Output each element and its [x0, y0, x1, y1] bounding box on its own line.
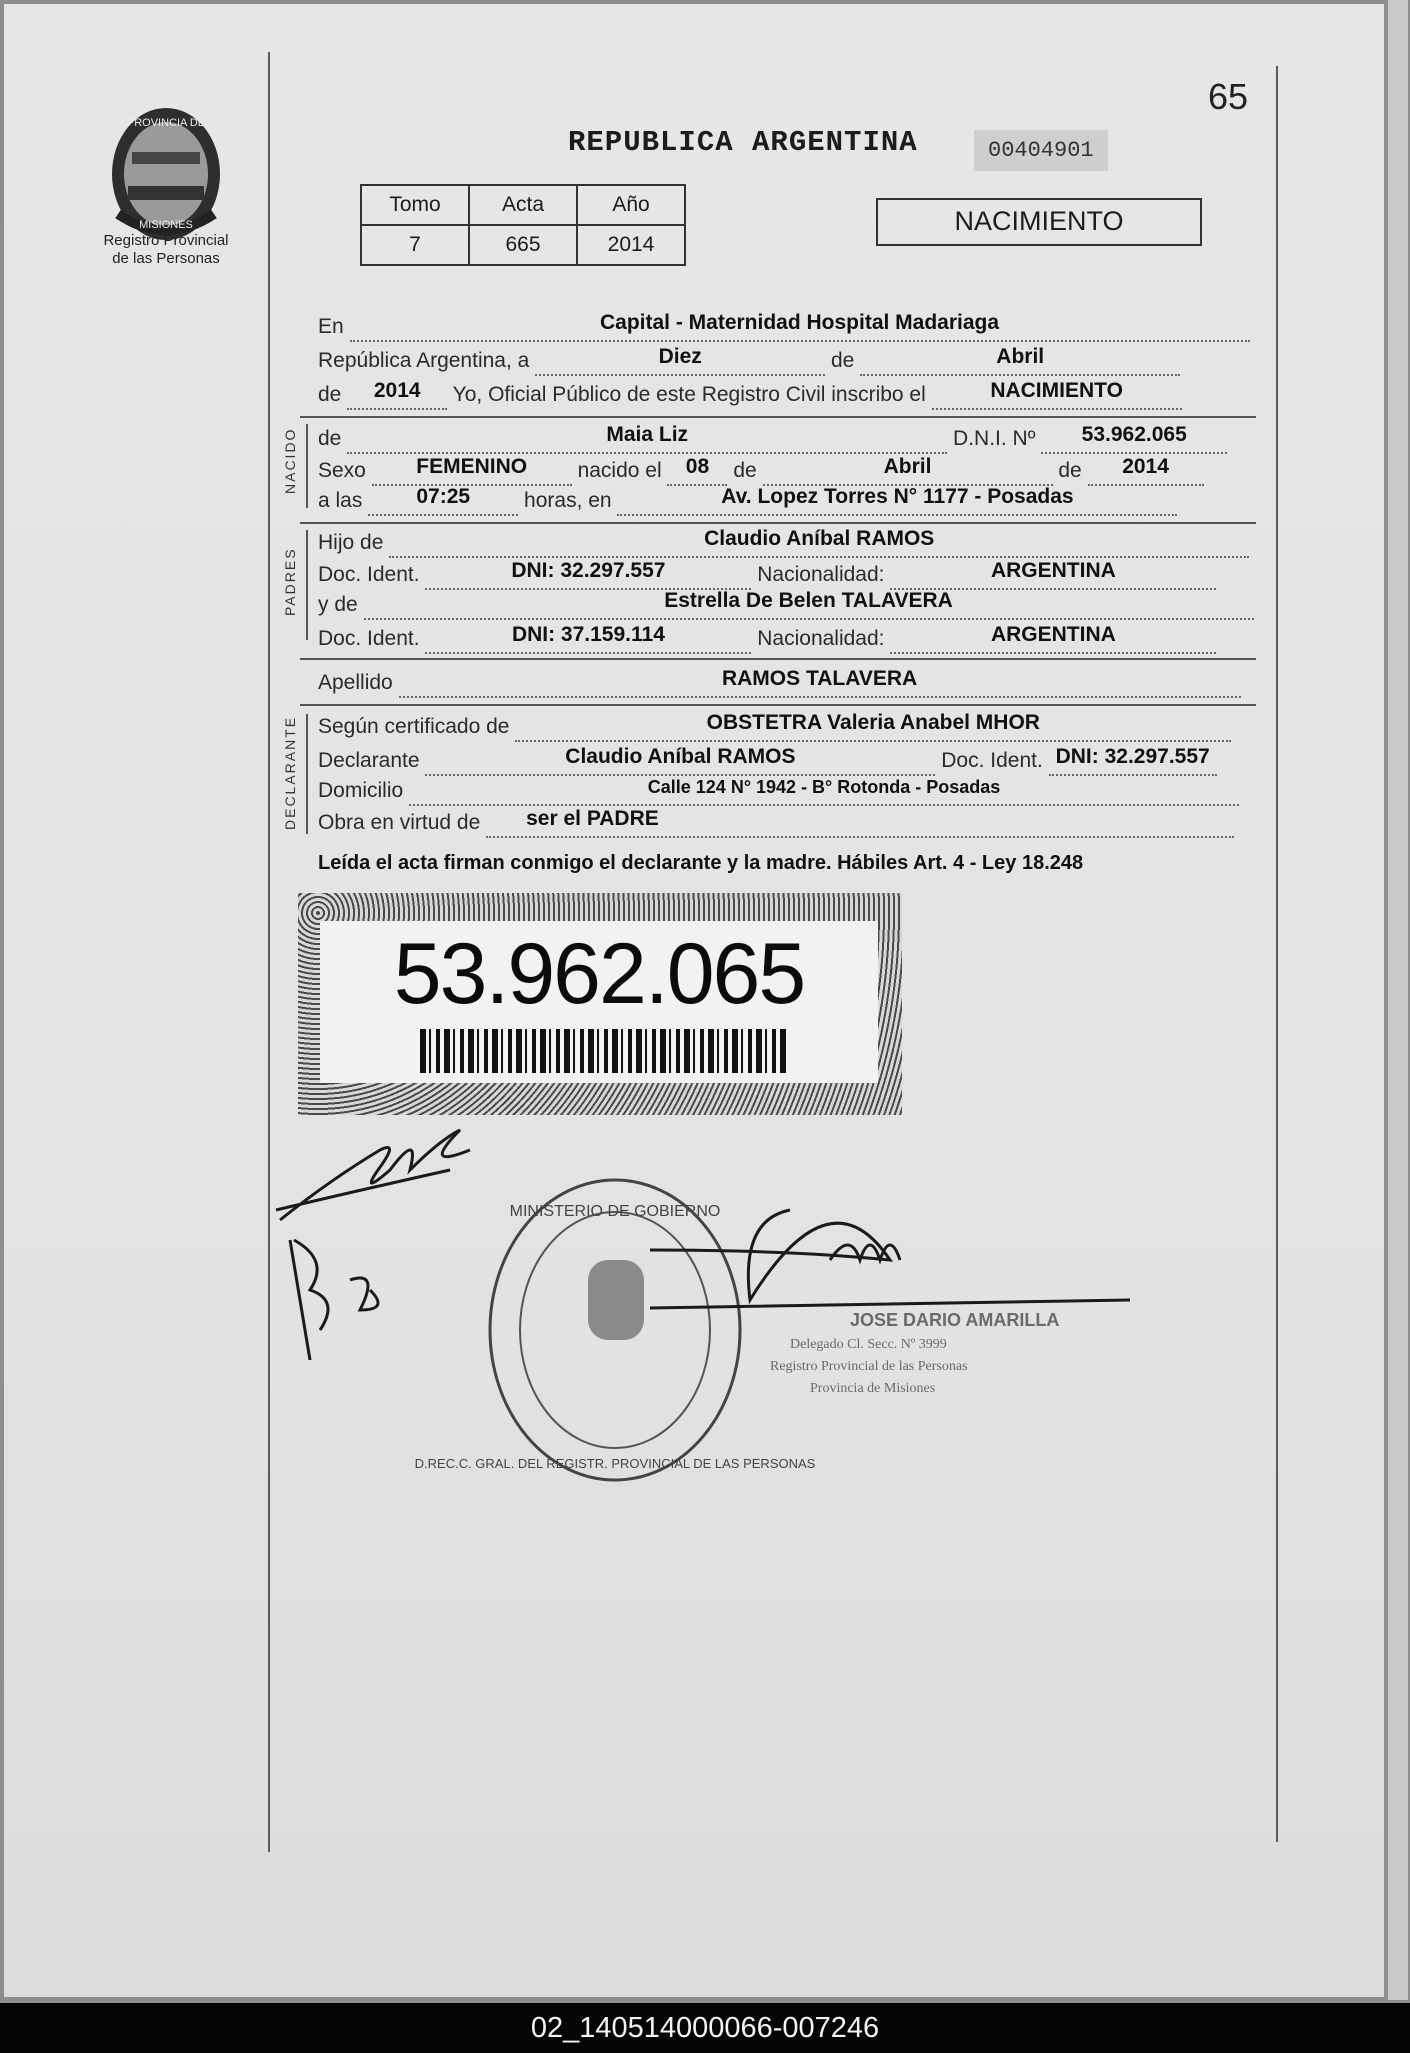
label-republica: República Argentina, a	[318, 349, 530, 372]
row-basis	[318, 808, 1254, 838]
logo-caption	[78, 232, 254, 268]
official-stamp	[415, 1180, 816, 1480]
label-de-month: de	[831, 349, 855, 372]
row-place	[318, 312, 1254, 342]
value-place: Capital - Maternidad Hospital Madariaga	[599, 311, 1000, 334]
value-father: Claudio Aníbal RAMOS	[704, 527, 935, 550]
signatures-and-stamp	[270, 1110, 1170, 1490]
section-bar-padres	[306, 530, 308, 640]
section-label-nacido: NACIDO	[282, 427, 298, 494]
label-doc-father: Doc. Ident.	[318, 563, 420, 586]
label-domicilio: Domicilio	[318, 779, 404, 802]
label-nacionalidad-mother: Nacionalidad:	[757, 627, 885, 650]
row-mother-doc	[318, 624, 1254, 654]
row-surname	[318, 668, 1254, 698]
value-address: Calle 124 N° 1942 - B° Rotonda - Posadas	[647, 777, 1001, 797]
register-value-acta: 665	[469, 225, 577, 265]
stamp-ring-text: D.REC.C. GRAL. DEL REGISTR. PROVINCIAL DE LAS PERSONAS	[414, 1456, 816, 1471]
divider-padres	[300, 658, 1256, 660]
row-name	[318, 424, 1254, 454]
value-mother-nationality: ARGENTINA	[990, 623, 1116, 646]
value-declarant-doc: DNI: 32.297.557	[1055, 745, 1210, 768]
label-a-las: a las	[318, 489, 363, 512]
section-label-padres: PADRES	[282, 547, 298, 616]
register-value-anio: 2014	[577, 225, 685, 265]
official-province: Provincia de Misiones	[810, 1381, 936, 1396]
label-doc-declarant: Doc. Ident.	[941, 749, 1043, 772]
register-header-acta: Acta	[469, 185, 577, 225]
page-edge	[1388, 0, 1408, 2000]
value-name: Maia Liz	[606, 423, 689, 446]
row-time	[318, 486, 1254, 516]
row-address	[318, 776, 1254, 806]
page-number: 65	[1208, 76, 1249, 117]
closing-statement: Leída el acta firman conmigo el declarante y la madre. Hábiles Art. 4 - Ley 18.248	[318, 852, 1084, 874]
register-table	[360, 184, 686, 266]
logo-seal-top: PROVINCIA DE	[126, 117, 206, 129]
value-year: 2014	[373, 379, 421, 402]
dni-sticker-number: 53.962.065	[393, 926, 805, 1022]
value-time: 07:25	[416, 485, 471, 508]
value-basis: ser el PADRE	[526, 807, 659, 830]
divider-apellido	[300, 704, 1256, 706]
dni-sticker	[298, 893, 902, 1115]
divider-intro	[300, 416, 1256, 418]
section-bar-nacido	[306, 424, 308, 508]
label-apellido: Apellido	[318, 671, 393, 694]
register-header-row	[361, 185, 685, 225]
value-act: NACIMIENTO	[990, 379, 1123, 402]
left-margin-line	[268, 52, 270, 1852]
register-value-tomo: 7	[361, 225, 469, 265]
label-sexo: Sexo	[318, 459, 366, 482]
serial-number: 00404901	[974, 130, 1108, 171]
row-mother	[318, 590, 1254, 620]
label-hijo-de: Hijo de	[318, 531, 384, 554]
logo-caption-line2: de las Personas	[112, 250, 220, 267]
logo-caption-line1: Registro Provincial	[103, 232, 229, 249]
register-header-anio: Año	[577, 185, 685, 225]
official-office: Registro Provincial de las Personas	[770, 1359, 968, 1374]
label-declarante: Declarante	[318, 749, 420, 772]
value-mother: Estrella De Belen TALAVERA	[664, 589, 953, 612]
row-year	[318, 380, 1254, 410]
row-father	[318, 528, 1254, 558]
label-doc-mother: Doc. Ident.	[318, 627, 420, 650]
row-date	[318, 346, 1254, 376]
value-month: Abril	[996, 345, 1045, 368]
value-day-text: Diez	[658, 345, 702, 368]
row-father-doc	[318, 560, 1254, 590]
label-en: En	[318, 315, 344, 338]
register-value-row	[361, 225, 685, 265]
official-title: Delegado Cl. Secc. Nº 3999	[790, 1337, 947, 1352]
value-birth-day: 08	[685, 455, 710, 478]
row-declarant	[318, 746, 1254, 776]
label-de-year: de	[318, 383, 342, 406]
value-birth-year: 2014	[1122, 455, 1169, 478]
label-de-birth-year: de	[1058, 459, 1082, 482]
stamp-inner-text: MINISTERIO DE GOBIERNO	[509, 1203, 721, 1220]
value-sex: FEMENINO	[416, 455, 528, 478]
signature-mother	[290, 1240, 378, 1360]
record-type-box: NACIMIENTO	[876, 198, 1202, 246]
label-y-de: y de	[318, 593, 358, 616]
scan-footer: 02_140514000066-007246	[0, 2003, 1410, 2053]
label-dni: D.N.I. Nº	[953, 427, 1036, 450]
signature-official	[650, 1210, 1130, 1308]
value-birth-place: Av. Lopez Torres N° 1177 - Posadas	[721, 485, 1074, 508]
label-segun: Según certificado de	[318, 715, 510, 738]
value-father-nationality: ARGENTINA	[990, 559, 1116, 582]
official-name: JOSE DARIO AMARILLA	[850, 1310, 1060, 1330]
right-margin-line	[1276, 66, 1278, 1842]
label-nacido-el: nacido el	[577, 459, 662, 482]
dni-sticker-inner	[320, 921, 878, 1083]
value-dni: 53.962.065	[1081, 423, 1187, 446]
row-sex	[318, 456, 1254, 486]
country-heading: REPUBLICA ARGENTINA	[568, 126, 918, 159]
divider-nacido	[300, 522, 1256, 524]
value-birth-month: Abril	[883, 455, 932, 478]
signature-declarant	[276, 1130, 470, 1220]
section-bar-declarante	[306, 714, 308, 834]
label-nacionalidad-father: Nacionalidad:	[757, 563, 885, 586]
value-father-doc: DNI: 32.297.557	[511, 559, 666, 582]
value-surname: RAMOS TALAVERA	[721, 667, 918, 690]
register-header-tomo: Tomo	[361, 185, 469, 225]
row-certificate	[318, 712, 1254, 742]
label-de-birth-month: de	[733, 459, 757, 482]
value-certificate: OBSTETRA Valeria Anabel MHOR	[706, 711, 1040, 734]
logo-seal-bottom: MISIONES	[139, 219, 193, 231]
label-horas-en: horas, en	[524, 489, 612, 512]
value-mother-doc: DNI: 37.159.114	[511, 623, 665, 646]
label-de-name: de	[318, 427, 342, 450]
section-label-declarante: DECLARANTE	[282, 715, 298, 830]
label-obra: Obra en virtud de	[318, 811, 481, 834]
value-declarant: Claudio Aníbal RAMOS	[565, 745, 796, 768]
label-yo: Yo, Oficial Público de este Registro Civil inscribo el	[452, 383, 926, 406]
barcode	[420, 1029, 788, 1073]
